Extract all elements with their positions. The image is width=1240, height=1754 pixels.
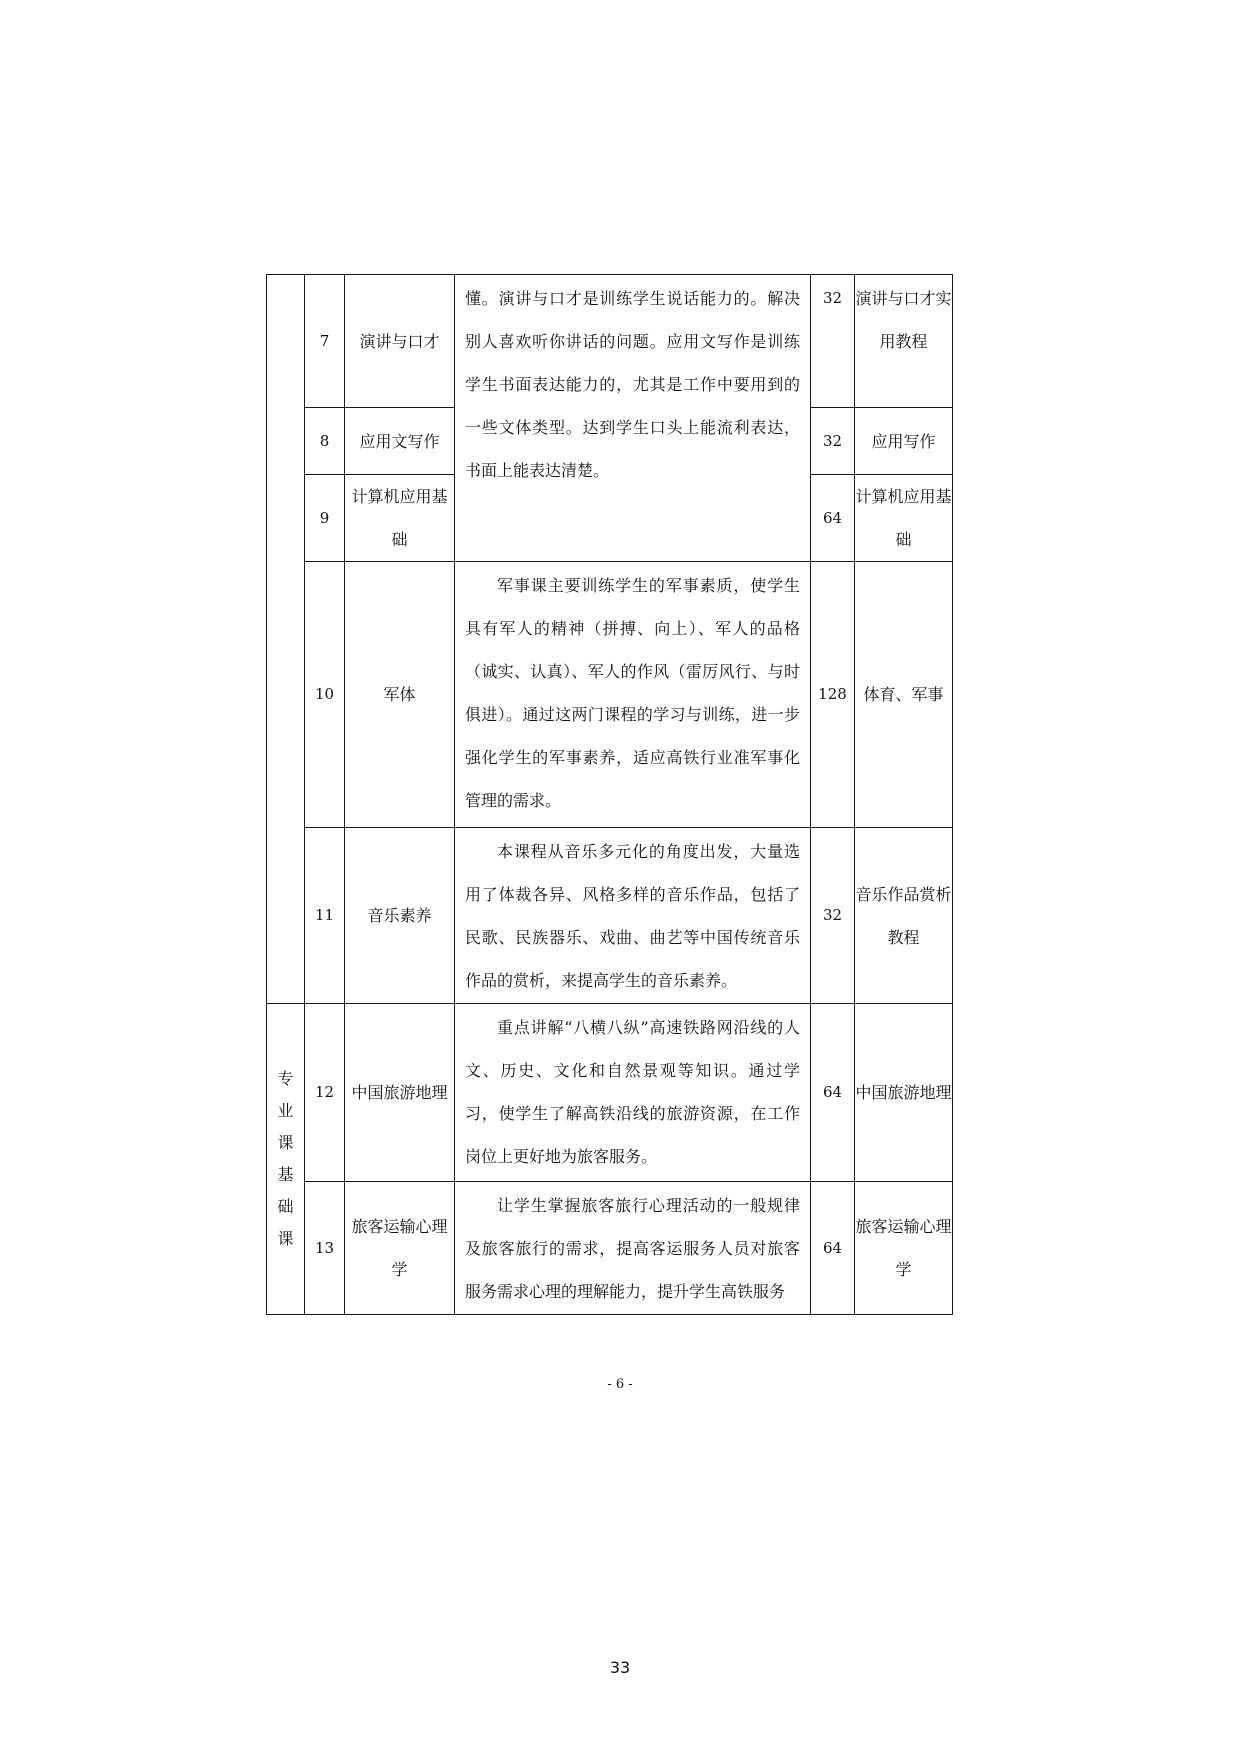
- course-hours: 128: [811, 562, 855, 828]
- table-row: [267, 1182, 953, 1315]
- course-description: 重点讲解“八横八纵”高速铁路网沿线的人文、历史、文化和自然景观等知识。通过学习，使学生了解高铁沿线的旅游资源，在工作岗位上更好地为旅客服务。: [455, 1004, 811, 1182]
- course-textbook: 计算机应用基础: [855, 475, 953, 562]
- course-description: 军事课主要训练学生的军事素质，使学生具有军人的精神（拼搏、向上）、军人的品格（诚实、认真）、军人的作风（雷厉风行、与时俱进）。通过这两门课程的学习与训练，进一步强化学生的军事素养，适应高铁行业准军事化管理的需求。: [455, 562, 811, 828]
- course-hours: 32: [811, 275, 855, 408]
- course-number: 10: [305, 562, 345, 828]
- course-hours: 64: [811, 475, 855, 562]
- course-name: 音乐素养: [345, 828, 455, 1004]
- course-name: 中国旅游地理: [345, 1004, 455, 1182]
- course-number: 11: [305, 828, 345, 1004]
- course-description: 让学生掌握旅客旅行心理活动的一般规律及旅客旅行的需求，提高客运服务人员对旅客服务需求心理的理解能力，提升学生高铁服务: [455, 1182, 811, 1315]
- outer-page-number: 33: [609, 1658, 631, 1677]
- course-number: 13: [305, 1182, 345, 1315]
- course-name: 计算机应用基础: [345, 475, 455, 562]
- course-name: 旅客运输心理学: [345, 1182, 455, 1315]
- course-name: 应用文写作: [345, 408, 455, 475]
- course-textbook: 旅客运输心理学: [855, 1182, 953, 1315]
- course-description: 本课程从音乐多元化的角度出发，大量选用了体裁各异、风格多样的音乐作品，包括了民歌、民族器乐、戏曲、曲艺等中国传统音乐作品的赏析，来提高学生的音乐素养。: [455, 828, 811, 1004]
- course-hours: 32: [811, 408, 855, 475]
- table-row: [267, 275, 953, 408]
- course-textbook: 中国旅游地理: [855, 1004, 953, 1182]
- group-cell-blank: [267, 275, 305, 1004]
- course-hours: 64: [811, 1004, 855, 1182]
- course-textbook: 演讲与口才实用教程: [855, 275, 953, 408]
- course-table: [266, 274, 953, 1315]
- course-textbook: 体育、军事: [855, 562, 953, 828]
- course-textbook: 音乐作品赏析教程: [855, 828, 953, 1004]
- course-number: 8: [305, 408, 345, 475]
- table-row: [267, 828, 953, 1004]
- course-number: 12: [305, 1004, 345, 1182]
- table-row: [267, 562, 953, 828]
- course-name: 演讲与口才: [345, 275, 455, 408]
- course-hours: 64: [811, 1182, 855, 1315]
- course-description: 懂。演讲与口才是训练学生说话能力的。解决别人喜欢听你讲话的问题。应用文写作是训练学生书面表达能力的，尤其是工作中要用到的一些文体类型。达到学生口头上能流利表达，书面上能表达清楚。: [455, 275, 811, 562]
- inner-page-number: - 6 -: [607, 1377, 633, 1392]
- table-row: [267, 1004, 953, 1182]
- group-label: 专 业 课 基 础 课: [267, 1004, 305, 1315]
- course-number: 7: [305, 275, 345, 408]
- course-number: 9: [305, 475, 345, 562]
- course-textbook: 应用写作: [855, 408, 953, 475]
- course-hours: 32: [811, 828, 855, 1004]
- course-name: 军体: [345, 562, 455, 828]
